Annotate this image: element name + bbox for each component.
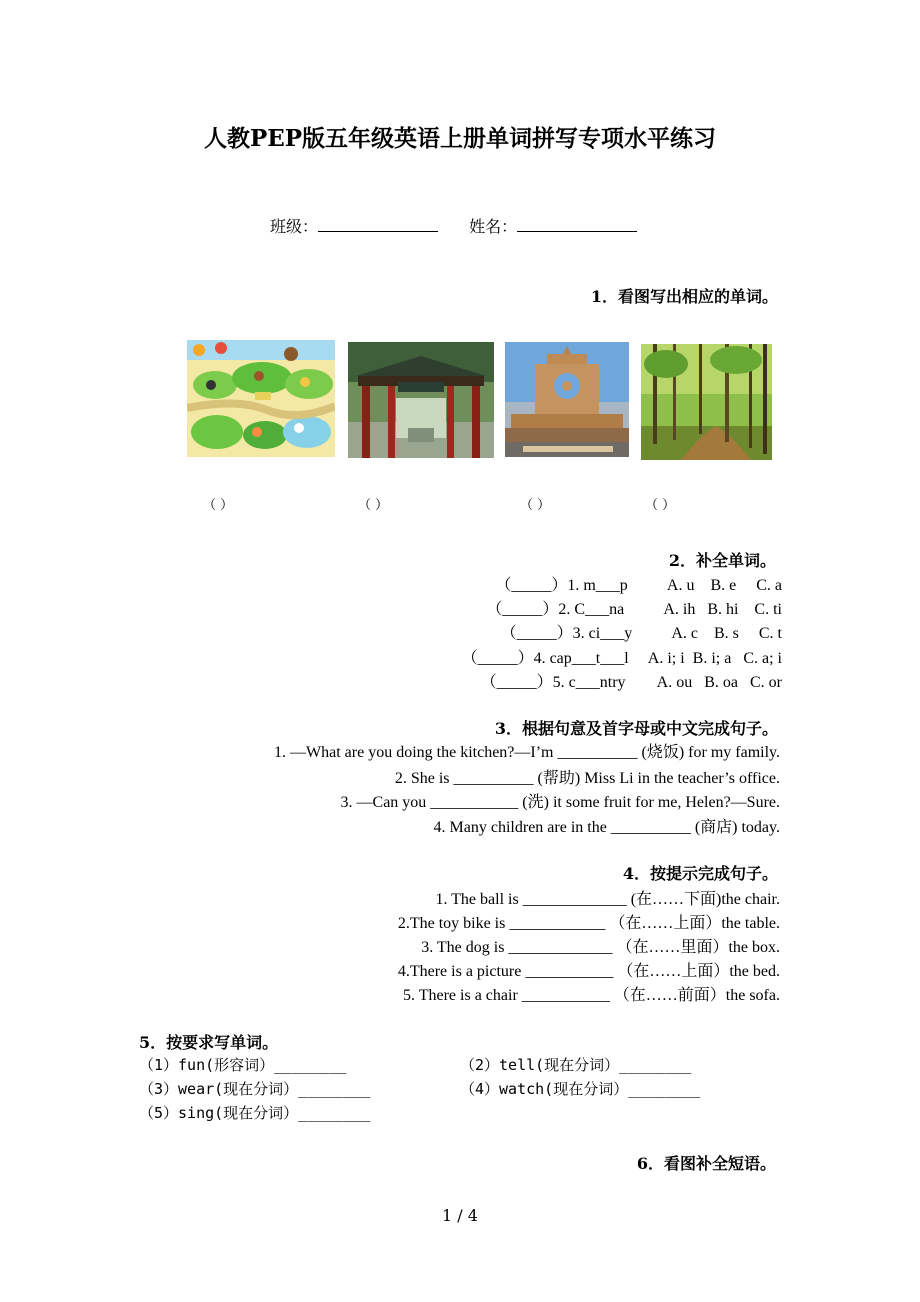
s2-item-5: （_____）5. c___ntry A. ou B. oa C. or bbox=[480, 674, 782, 691]
s5-item-2: （2）tell(现在分词）________ bbox=[460, 1056, 692, 1074]
s5-item-1: （1）fun(形容词）________ bbox=[139, 1056, 347, 1074]
zoo-map-picture bbox=[187, 340, 335, 457]
s4-item-1: 1. The ball is _____________ (在……下面)the chair. bbox=[435, 891, 780, 908]
name-label: 姓名： bbox=[469, 217, 518, 236]
s3-item-3: 3. —Can you ___________ (洗) it some fruit for me, Helen?—Sure. bbox=[340, 794, 780, 811]
s5-item-3: （3）wear(现在分词）________ bbox=[139, 1080, 371, 1098]
name-blank[interactable] bbox=[517, 217, 637, 232]
section-2-heading: 2．补全单词。 bbox=[668, 551, 776, 570]
section-4-heading: 4．按提示完成句子。 bbox=[622, 864, 778, 883]
page-number: 1 / 4 bbox=[442, 1206, 478, 1225]
s4-item-5: 5. There is a chair ___________ （在……前面）the sofa. bbox=[403, 987, 780, 1004]
page-title: 人教PEP版五年级英语上册单词拼写专项水平练习 bbox=[203, 125, 717, 152]
s5-item-4: （4）watch(现在分词）________ bbox=[460, 1080, 701, 1098]
s3-item-1: 1. —What are you doing the kitchen?—I’m __________ (烧饭) for my family. bbox=[274, 744, 780, 761]
s3-item-4: 4. Many children are in the __________ (商店) today. bbox=[433, 819, 780, 836]
s5-item-5: （5）sing(现在分词）________ bbox=[139, 1104, 371, 1122]
s2-item-2: （_____）2. C___na A. ih B. hi C. ti bbox=[486, 601, 782, 618]
answer-paren-1[interactable]: （ ） bbox=[203, 498, 234, 513]
answer-paren-3[interactable]: （ ） bbox=[520, 498, 551, 513]
student-info bbox=[270, 214, 663, 237]
s4-item-2: 2.The toy bike is ____________ （在……上面）the table. bbox=[397, 915, 780, 932]
museum-picture bbox=[505, 342, 629, 457]
s4-item-4: 4.There is a picture ___________ （在……上面）the bed. bbox=[397, 963, 780, 980]
class-label: 班级： bbox=[270, 217, 319, 236]
section-3-heading: 3．根据句意及首字母或中文完成句子。 bbox=[494, 719, 778, 738]
s2-item-4: （_____）4. cap___t___l A. i; i B. i; a C. a; i bbox=[461, 650, 782, 667]
s3-item-2: 2. She is __________ (帮助) Miss Li in the teacher’s office. bbox=[394, 770, 780, 787]
answer-paren-4[interactable]: （ ） bbox=[645, 498, 676, 513]
park-gate-picture bbox=[348, 342, 494, 458]
section-6-heading: 6．看图补全短语。 bbox=[636, 1154, 776, 1173]
class-blank[interactable] bbox=[318, 217, 438, 232]
s4-item-3: 3. The dog is _____________ （在……里面）the box. bbox=[421, 939, 780, 956]
s2-item-1: （_____）1. m___p A. u B. e C. a bbox=[495, 577, 782, 594]
section-1-heading: 1．看图写出相应的单词。 bbox=[590, 287, 778, 306]
s2-item-3: （_____）3. ci___y A. c B. s C. t bbox=[500, 625, 782, 642]
forest-picture bbox=[641, 344, 772, 460]
answer-paren-2[interactable]: （ ） bbox=[358, 498, 389, 513]
section-5-heading: 5．按要求写单词。 bbox=[139, 1033, 279, 1052]
